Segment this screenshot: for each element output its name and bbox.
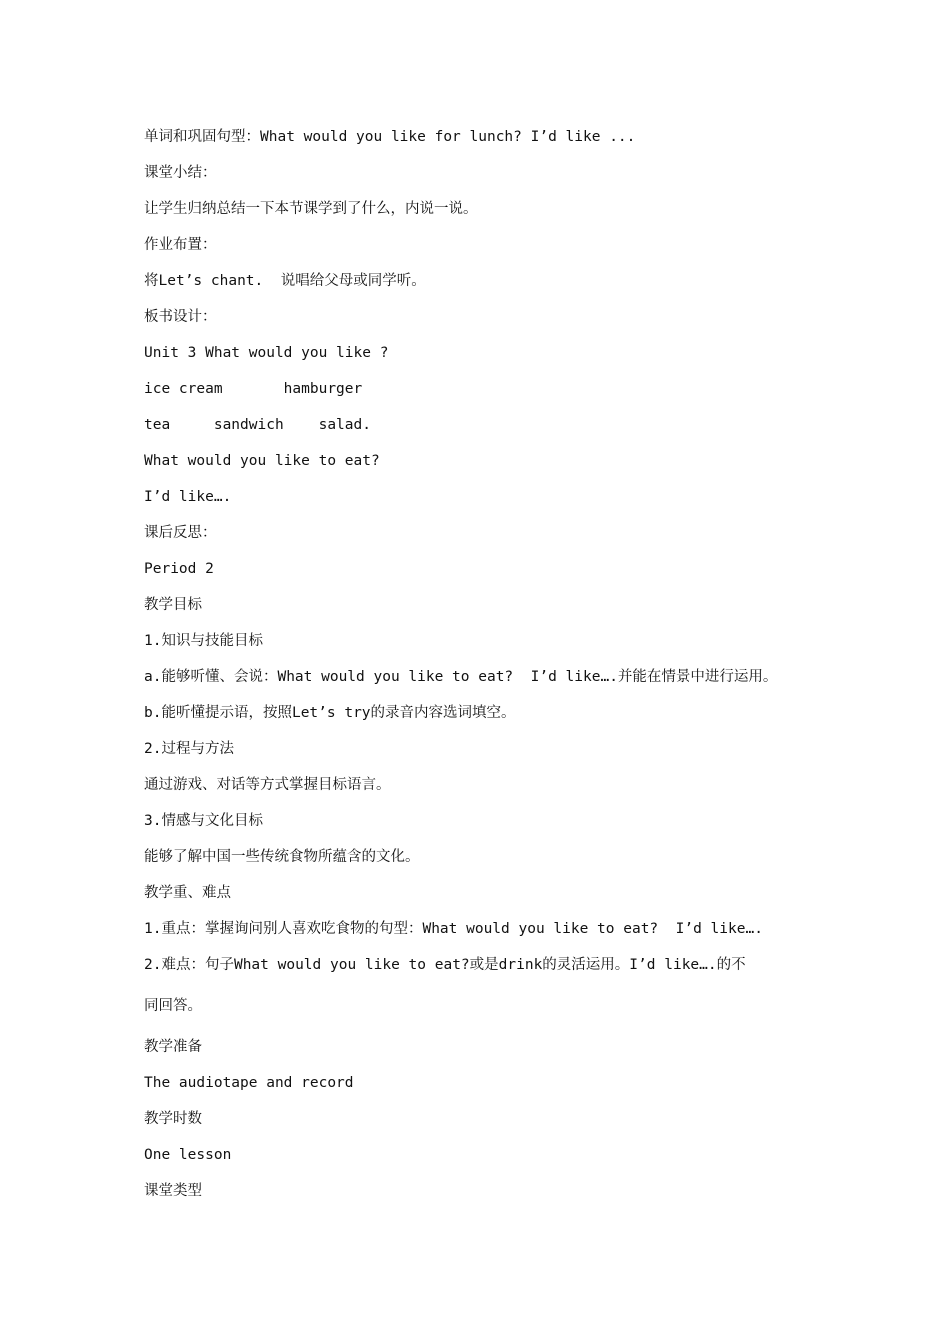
document-body bbox=[144, 124, 844, 1214]
text-line: tea sandwich salad. bbox=[144, 417, 371, 433]
text-line: 1.重点：掌握询问别人喜欢吃食物的句型：What would you like to eat? I’d like…. bbox=[144, 921, 763, 937]
text-line: 2.过程与方法 bbox=[144, 741, 234, 757]
section-heading-key-points: 教学重、难点 bbox=[144, 885, 231, 901]
text-line: 1.知识与技能目标 bbox=[144, 633, 263, 649]
section-heading-summary: 课堂小结： bbox=[144, 165, 217, 181]
text-line: 3.情感与文化目标 bbox=[144, 813, 263, 829]
text-line: What would you like to eat? bbox=[144, 453, 380, 469]
text-line: The audiotape and record bbox=[144, 1075, 354, 1091]
period-heading: Period 2 bbox=[144, 561, 214, 577]
text-line: I’d like…. bbox=[144, 489, 232, 505]
text-line: 让学生归纳总结一下本节课学到了什么，内说一说。 bbox=[144, 201, 478, 217]
text-line: b.能听懂提示语，按照Let’s try的录音内容选词填空。 bbox=[144, 705, 516, 721]
text-line: 能够了解中国一些传统食物所蕴含的文化。 bbox=[144, 849, 420, 865]
text-line: Unit 3 What would you like ? bbox=[144, 345, 389, 361]
text-line: 2.难点：句子What would you like to eat?或是drink的灵活运用。I’d like….的不 bbox=[144, 957, 746, 973]
text-line: One lesson bbox=[144, 1147, 232, 1163]
section-heading-homework: 作业布置： bbox=[144, 237, 217, 253]
text-line: 同回答。 bbox=[144, 998, 202, 1014]
section-heading-objectives: 教学目标 bbox=[144, 597, 202, 613]
text-line: a.能够听懂、会说：What would you like to eat? I’d like….并能在情景中进行运用。 bbox=[144, 669, 778, 685]
section-heading-reflection: 课后反思： bbox=[144, 525, 217, 541]
text-line: ice cream hamburger bbox=[144, 381, 363, 397]
section-heading-lesson-count: 教学时数 bbox=[144, 1111, 202, 1127]
text-line: 单词和巩固句型：What would you like for lunch? I’d like ... bbox=[144, 129, 636, 145]
section-heading-class-type: 课堂类型 bbox=[144, 1183, 202, 1199]
text-line: 通过游戏、对话等方式掌握目标语言。 bbox=[144, 777, 391, 793]
section-heading-preparation: 教学准备 bbox=[144, 1039, 202, 1055]
text-line: 将Let’s chant. 说唱给父母或同学听。 bbox=[144, 273, 426, 289]
section-heading-board-design: 板书设计： bbox=[144, 309, 217, 325]
